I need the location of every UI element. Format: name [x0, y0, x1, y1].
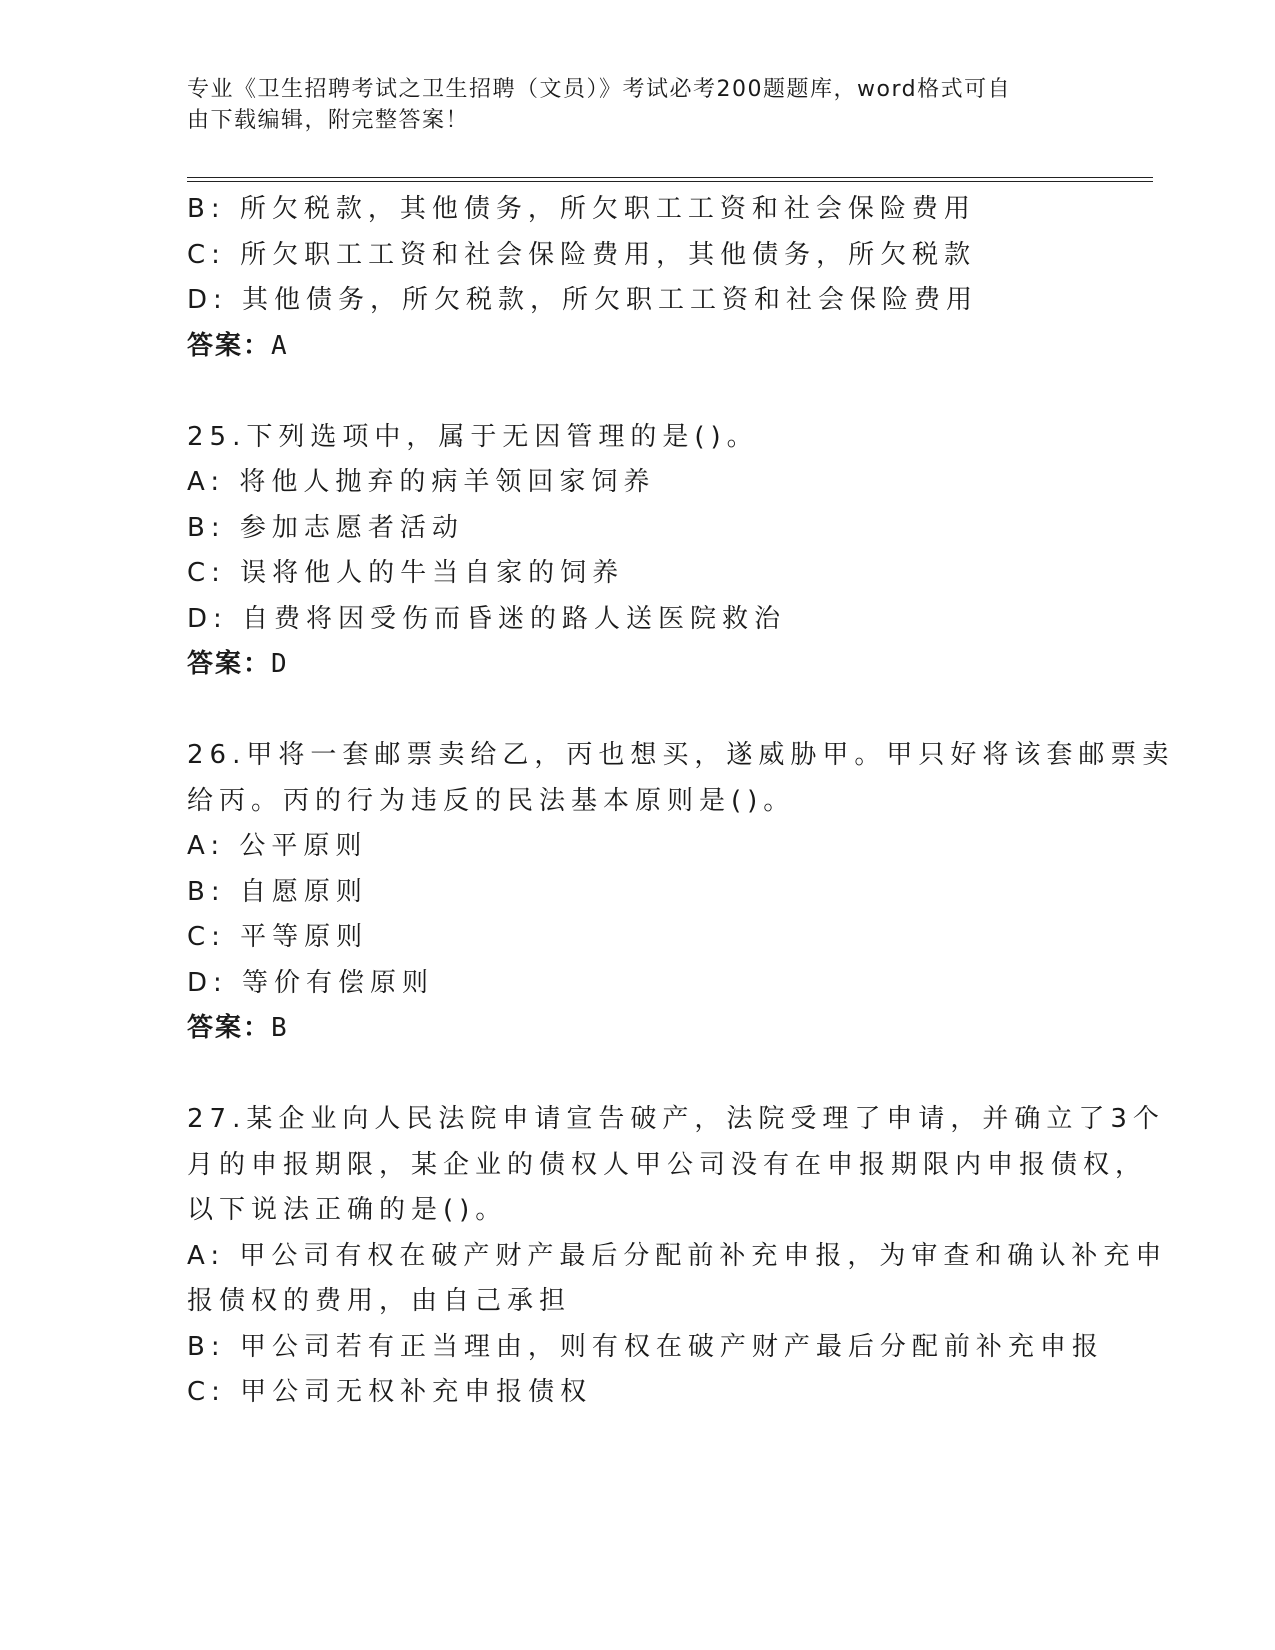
- question-stem-line-2: 给丙。丙的行为违反的民法基本原则是()。: [187, 785, 796, 816]
- option-b: B: 自愿原则: [187, 876, 368, 907]
- option-c: C: 所欠职工工资和社会保险费用，其他债务，所欠税款: [187, 239, 977, 270]
- header-line-2: 由下载编辑，附完整答案！: [187, 108, 470, 133]
- option-c: C: 误将他人的牛当自家的饲养: [187, 558, 625, 588]
- spacer: [187, 1052, 1077, 1098]
- option-c: C: 平等原则: [187, 922, 369, 952]
- question-stem: 25.下列选项中，属于无因管理的是()。: [187, 421, 759, 452]
- answer-label: 答案：: [187, 330, 272, 361]
- document-header: [187, 74, 1067, 136]
- answer-value: D: [271, 649, 289, 679]
- question-stem-line-1: 26.甲将一套邮票卖给乙，丙也想买，遂威胁甲。甲只好将该套邮票卖: [187, 740, 1175, 770]
- document-body: [187, 187, 1175, 1416]
- option-d: D: 等价有偿原则: [187, 967, 435, 998]
- option-b: B: 甲公司若有正当理由，则有权在破产财产最后分配前补充申报: [187, 1331, 1104, 1362]
- question-stem-line-1: 27.某企业向人民法院申请宣告破产，法院受理了申请，并确立了3个: [187, 1104, 1165, 1134]
- answer-label: 答案：: [187, 649, 272, 679]
- answer-value: A: [271, 330, 289, 361]
- answer-label: 答案：: [187, 1013, 272, 1043]
- option-d: D: 自费将因受伤而昏迷的路人送医院救治: [187, 603, 787, 634]
- header-divider-bottom: [187, 181, 1153, 182]
- option-a-line-1: A: 甲公司有权在破产财产最后分配前补充申报，为审查和确认补充申: [187, 1240, 1168, 1271]
- answer-line: [187, 1006, 1077, 1052]
- spacer: [187, 369, 1077, 415]
- header-divider-top: [187, 177, 1153, 178]
- option-a-line-2: 报债权的费用，由自己承担: [187, 1286, 572, 1316]
- answer-line: [187, 642, 1077, 688]
- question-26: [187, 733, 1175, 1052]
- answer-value: B: [271, 1013, 289, 1043]
- option-c: C: 甲公司无权补充申报债权: [187, 1377, 593, 1407]
- header-line-1: 专业《卫生招聘考试之卫生招聘（文员）》考试必考200题题库，word格式可自: [187, 77, 1012, 102]
- question-27: [187, 1097, 1168, 1416]
- option-b: B: 所欠税款，其他债务，所欠职工工资和社会保险费用: [187, 194, 976, 224]
- option-d: D: 其他债务，所欠税款，所欠职工工资和社会保险费用: [187, 285, 979, 315]
- answer-line: [187, 324, 1077, 370]
- question-24-continuation: [187, 187, 1077, 369]
- option-a: A: 公平原则: [187, 831, 368, 861]
- option-a: A: 将他人抛弃的病羊领回家饲养: [187, 467, 656, 497]
- spacer: [187, 688, 1077, 734]
- question-stem-line-2: 月的申报期限，某企业的债权人甲公司没有在申报期限内申报债权，: [187, 1149, 1148, 1180]
- question-stem-line-3: 以下说法正确的是()。: [187, 1195, 508, 1225]
- question-25: [187, 415, 1077, 688]
- option-b: B: 参加志愿者活动: [187, 512, 464, 543]
